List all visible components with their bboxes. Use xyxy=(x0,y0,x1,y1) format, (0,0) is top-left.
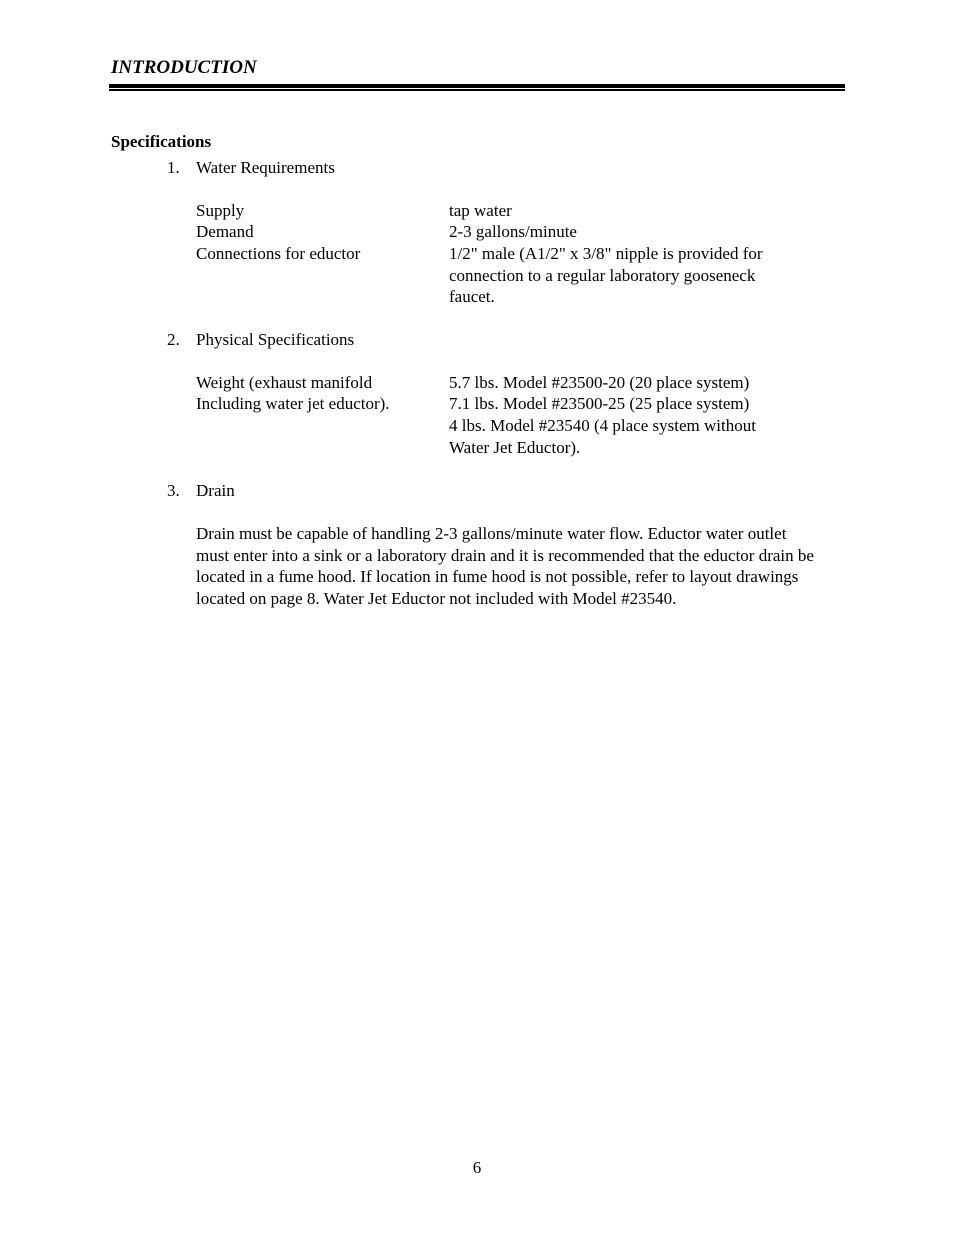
spec-key: Weight (exhaust manifold xyxy=(196,373,373,392)
item-label: Physical Specifications xyxy=(196,330,355,349)
spec-value: 2-3 gallons/minute xyxy=(449,222,577,241)
header-rule-thick xyxy=(109,84,845,88)
item-number: 1. xyxy=(167,158,180,177)
spec-key: Supply xyxy=(196,201,245,220)
page-number: 6 xyxy=(472,1158,482,1177)
drain-paragraph: Drain must be capable of handling 2-3 gallons/minute water flow. Eductor water outlet must enter into a sink or a laboratory drain and it is recommended that the eductor drain be located in a fume hood. If location in fume hood is not possible, refer to layout drawings located on page 8. Water Jet Eductor not included with Model #23540. xyxy=(196,524,814,608)
spec-value: 7.1 lbs. Model #23500-25 (25 place system) xyxy=(449,394,750,413)
spec-key: Connections for eductor xyxy=(196,244,361,263)
item-label: Drain xyxy=(196,481,235,500)
item-number: 2. xyxy=(167,330,180,349)
spec-key: Demand xyxy=(196,222,254,241)
item-label: Water Requirements xyxy=(196,158,335,177)
section-title: Specifications xyxy=(111,132,212,151)
header-rule-thin xyxy=(109,89,845,91)
spec-value: 1/2" male (A1/2" x 3/8" nipple is provided for connection to a regular laboratory gooseneck faucet. xyxy=(449,244,763,306)
spec-value: 5.7 lbs. Model #23500-20 (20 place system) xyxy=(449,373,750,392)
item-number: 3. xyxy=(167,481,180,500)
header-title: INTRODUCTION xyxy=(111,57,257,78)
spec-key: Including water jet eductor). xyxy=(196,394,390,413)
spec-value: 4 lbs. Model #23540 (4 place system without Water Jet Eductor). xyxy=(449,416,756,457)
spec-value: tap water xyxy=(449,201,512,220)
